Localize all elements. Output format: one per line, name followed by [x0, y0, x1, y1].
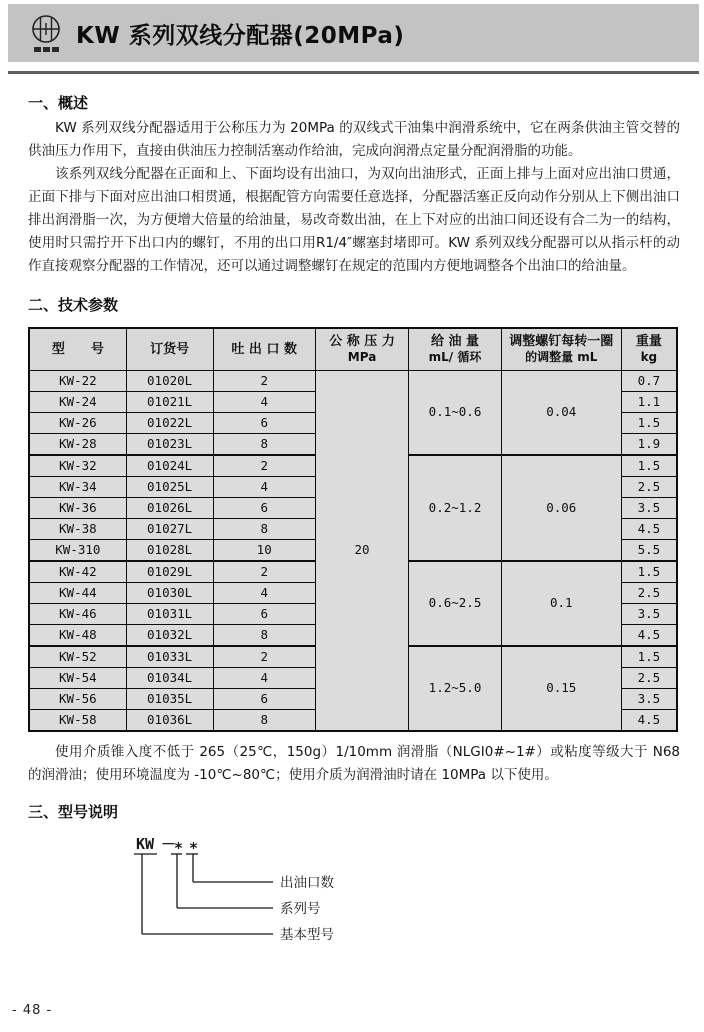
- weight-cell: 3.5: [621, 497, 677, 518]
- section-model-desc-heading: 三、型号说明: [28, 802, 119, 821]
- weight-cell: 5.5: [621, 539, 677, 561]
- outlets-cell: 8: [213, 624, 315, 646]
- outlets-cell: 6: [213, 688, 315, 709]
- logo-caption-marks: [34, 47, 59, 52]
- diagram-lines: [134, 854, 273, 934]
- outlets-cell: 2: [213, 455, 315, 477]
- outlets-cell: 2: [213, 370, 315, 391]
- outlets-cell: 8: [213, 518, 315, 539]
- model-cell: KW-46: [29, 603, 126, 624]
- model-cell: KW-44: [29, 582, 126, 603]
- table-header-row: [29, 328, 677, 370]
- page-header: [8, 4, 699, 62]
- model-cell: KW-38: [29, 518, 126, 539]
- column-header-outlets: 吐 出 口 数: [213, 328, 315, 370]
- order-no-cell: 01025L: [126, 476, 213, 497]
- section-tech-params-heading: 二、技术参数: [28, 296, 119, 314]
- model-cell: KW-54: [29, 667, 126, 688]
- order-no-cell: 01036L: [126, 709, 213, 731]
- model-code-prefix: KW: [136, 834, 155, 853]
- weight-cell: 1.5: [621, 412, 677, 433]
- page-number: - 48 -: [12, 1003, 53, 1018]
- model-cell: KW-26: [29, 412, 126, 433]
- order-no-cell: 01023L: [126, 433, 213, 455]
- model-code-star2: *: [189, 838, 199, 857]
- weight-cell: 1.5: [621, 561, 677, 583]
- order-no-cell: 01033L: [126, 646, 213, 668]
- model-cell: KW-24: [29, 391, 126, 412]
- page-title: KW 系列双线分配器(20MPa): [76, 22, 405, 49]
- overview-paragraph-2: 该系列双线分配器在正面和上、下面均设有出油口，为双向出油形式，正面上排与上面对应出油口贯通，正面下排与下面对应出油口相贯通，根据配管方向需要任意选择，分配器活塞正反向动作分别从上下侧出油口排出润滑脂一次，为方便增大倍量的给油量，易改奇数出油，在上下对应的出油口间还设有合二为一的结构，使用时只需拧开下出口内的螺钉，不用的出口用R1/4″螺塞封堵即可。KW 系列双线分配器可以从指示杆的动作直接观察分配器的工作情况，还可以通过调整螺钉在规定的范围内方便地调整各个出油口的给油量。: [28, 166, 680, 274]
- weight-cell: 1.5: [621, 646, 677, 668]
- label-outlet-count: 出油口数: [280, 874, 334, 891]
- overview-paragraph-1: KW 系列双线分配器适用于公称压力为 20MPa 的双线式干油集中润滑系统中，它在两条供油主管交替的供油压力作用下，直接由供油压力控制活塞动作给油，完成向润滑点定量分配润滑脂的功能。: [28, 120, 680, 159]
- order-no-cell: 01028L: [126, 539, 213, 561]
- page-content: [28, 92, 680, 958]
- outlets-cell: 6: [213, 603, 315, 624]
- weight-cell: 1.5: [621, 455, 677, 477]
- outlets-cell: 4: [213, 476, 315, 497]
- model-cell: KW-52: [29, 646, 126, 668]
- weight-cell: 4.5: [621, 518, 677, 539]
- usage-note: 使用介质锥入度不低于 265（25℃，150g）1/10mm 润滑脂（NLGI0#~1#）或粘度等级大于 N68 的润滑油；使用环境温度为 -10℃~80℃；使用介质为润滑油时请在 10MPa 以下使用。: [28, 743, 680, 783]
- table-row-KW-22: [29, 370, 677, 391]
- model-cell: KW-42: [29, 561, 126, 583]
- order-no-cell: 01024L: [126, 455, 213, 477]
- adjustment-cell: 0.04: [501, 370, 621, 455]
- tech-params-table: [28, 327, 678, 732]
- outlets-cell: 2: [213, 646, 315, 668]
- model-cell: KW-32: [29, 455, 126, 477]
- outlets-cell: 8: [213, 433, 315, 455]
- model-cell: KW-56: [29, 688, 126, 709]
- weight-cell: 1.1: [621, 391, 677, 412]
- model-code-diagram: [28, 828, 680, 958]
- weight-cell: 4.5: [621, 709, 677, 731]
- header-divider: [8, 71, 699, 74]
- order-no-cell: 01029L: [126, 561, 213, 583]
- company-logo-icon: [30, 14, 62, 52]
- order-no-cell: 01031L: [126, 603, 213, 624]
- model-cell: KW-36: [29, 497, 126, 518]
- model-cell: KW-28: [29, 433, 126, 455]
- outlets-cell: 4: [213, 582, 315, 603]
- outlets-cell: 6: [213, 497, 315, 518]
- column-header-adjustment: 调整螺钉每转一圈 的调整量 mL: [501, 328, 621, 370]
- weight-cell: 2.5: [621, 476, 677, 497]
- outlets-cell: 8: [213, 709, 315, 731]
- outlets-cell: 2: [213, 561, 315, 583]
- oil-supply-cell: 0.6~2.5: [409, 561, 502, 646]
- order-no-cell: 01022L: [126, 412, 213, 433]
- section-overview-heading: 一、概述: [28, 94, 89, 112]
- column-header-pressure: 公 称 压 力 MPa: [315, 328, 408, 370]
- order-no-cell: 01021L: [126, 391, 213, 412]
- weight-cell: 2.5: [621, 667, 677, 688]
- outlets-cell: 10: [213, 539, 315, 561]
- model-cell: KW-22: [29, 370, 126, 391]
- model-cell: KW-48: [29, 624, 126, 646]
- column-header-order-no: 订货号: [126, 328, 213, 370]
- order-no-cell: 01020L: [126, 370, 213, 391]
- order-no-cell: 01032L: [126, 624, 213, 646]
- column-header-weight: 重量 kg: [621, 328, 677, 370]
- weight-cell: 3.5: [621, 603, 677, 624]
- weight-cell: 4.5: [621, 624, 677, 646]
- oil-supply-cell: 1.2~5.0: [409, 646, 502, 731]
- pressure-cell: 20: [315, 370, 408, 731]
- outlets-cell: 4: [213, 391, 315, 412]
- outlets-cell: 4: [213, 667, 315, 688]
- order-no-cell: 01034L: [126, 667, 213, 688]
- label-base-model: 基本型号: [280, 926, 334, 943]
- adjustment-cell: 0.06: [501, 455, 621, 561]
- model-cell: KW-58: [29, 709, 126, 731]
- oil-supply-cell: 0.2~1.2: [409, 455, 502, 561]
- weight-cell: 3.5: [621, 688, 677, 709]
- weight-cell: 0.7: [621, 370, 677, 391]
- order-no-cell: 01030L: [126, 582, 213, 603]
- order-no-cell: 01027L: [126, 518, 213, 539]
- order-no-cell: 01026L: [126, 497, 213, 518]
- column-header-oil-supply: 给 油 量 mL/ 循环: [409, 328, 502, 370]
- model-cell: KW-34: [29, 476, 126, 497]
- adjustment-cell: 0.15: [501, 646, 621, 731]
- adjustment-cell: 0.1: [501, 561, 621, 646]
- outlets-cell: 6: [213, 412, 315, 433]
- oil-supply-cell: 0.1~0.6: [409, 370, 502, 455]
- model-cell: KW-310: [29, 539, 126, 561]
- column-header-model: 型 号: [29, 328, 126, 370]
- model-code-star1: *: [174, 838, 184, 857]
- model-code-dash: －: [161, 834, 177, 853]
- weight-cell: 1.9: [621, 433, 677, 455]
- order-no-cell: 01035L: [126, 688, 213, 709]
- weight-cell: 2.5: [621, 582, 677, 603]
- label-series-number: 系列号: [280, 900, 321, 917]
